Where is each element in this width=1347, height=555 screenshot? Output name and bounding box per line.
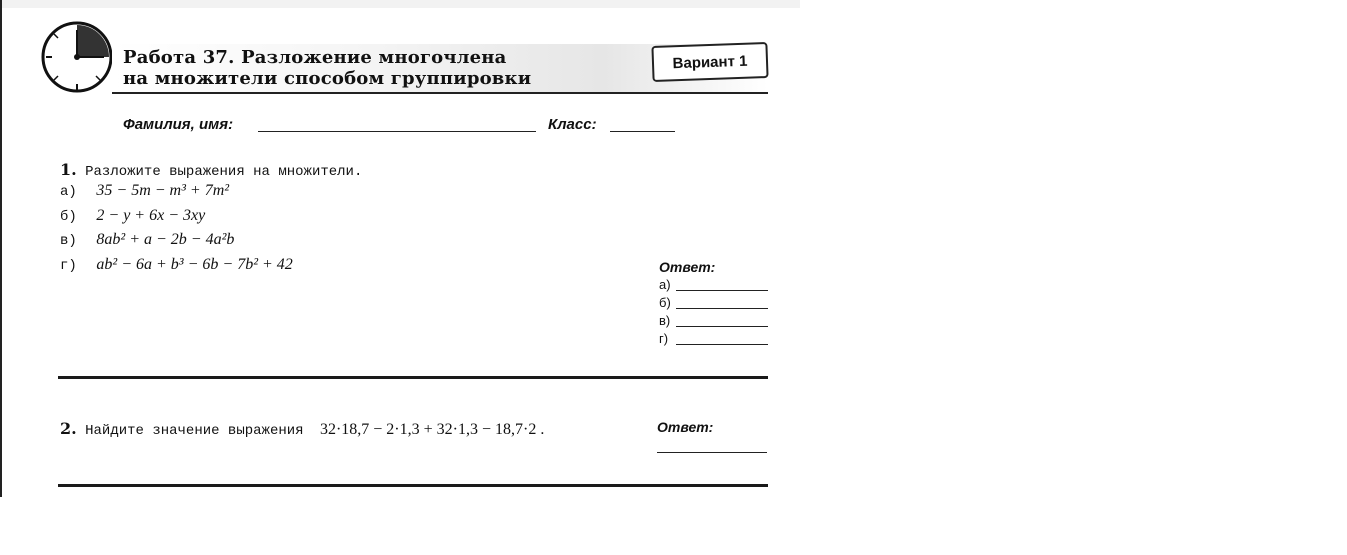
answer-label-c: в) xyxy=(659,313,671,328)
task-2-expression: 32·18,7 − 2·1,3 + 32·1,3 − 18,7·2 . xyxy=(319,421,545,438)
expression-a: 35 − 5m − m³ + 7m² xyxy=(96,182,230,199)
task-1-item-d xyxy=(60,256,293,274)
expression-b: 2 − y + 6x − 3xy xyxy=(96,207,206,224)
task-2-text: Найдите значение выражения xyxy=(85,423,304,439)
answer-field-d[interactable] xyxy=(676,344,768,345)
task-2-answer-field[interactable] xyxy=(657,452,767,453)
variant-badge: Вариант 1 xyxy=(651,42,768,82)
task-1-answer-label: Ответ: xyxy=(659,259,716,275)
task-1-text: Разложите выражения на множители. xyxy=(85,164,363,180)
worksheet-title-line-2: на множители способом группировки xyxy=(123,68,532,89)
answer-field-c[interactable] xyxy=(676,326,768,327)
item-label-d: г) xyxy=(60,258,77,274)
section-divider-2 xyxy=(58,484,768,487)
section-divider-1 xyxy=(58,376,768,379)
answer-field-b[interactable] xyxy=(676,308,768,309)
item-label-c: в) xyxy=(60,233,77,249)
task-2-prompt xyxy=(60,419,544,439)
task-1-prompt xyxy=(60,160,362,180)
class-label: Класс: xyxy=(548,116,597,133)
answer-label-d: г) xyxy=(659,331,669,346)
answer-field-a[interactable] xyxy=(676,290,768,291)
expression-c: 8ab² + a − 2b − 4a²b xyxy=(96,231,235,248)
answer-label-a: а) xyxy=(659,277,671,292)
expression-d: ab² − 6a + b³ − 6b − 7b² + 42 xyxy=(96,256,293,273)
answer-label-b: б) xyxy=(659,295,671,310)
task-1-item-a xyxy=(60,182,229,200)
item-label-a: а) xyxy=(60,184,77,200)
task-1-item-b xyxy=(60,207,205,225)
task-2-answer-label: Ответ: xyxy=(657,419,714,435)
worksheet-title-line-1: Работа 37. Разложение многочлена xyxy=(123,47,507,68)
scan-shade xyxy=(2,0,800,8)
task-2-number: 2. xyxy=(60,419,77,438)
item-label-b: б) xyxy=(60,209,77,225)
task-1-number: 1. xyxy=(60,160,77,179)
class-field[interactable] xyxy=(610,131,675,132)
name-field[interactable] xyxy=(258,131,536,132)
name-label: Фамилия, имя: xyxy=(123,116,234,133)
task-1-item-c xyxy=(60,231,234,249)
clock-icon xyxy=(40,20,114,94)
